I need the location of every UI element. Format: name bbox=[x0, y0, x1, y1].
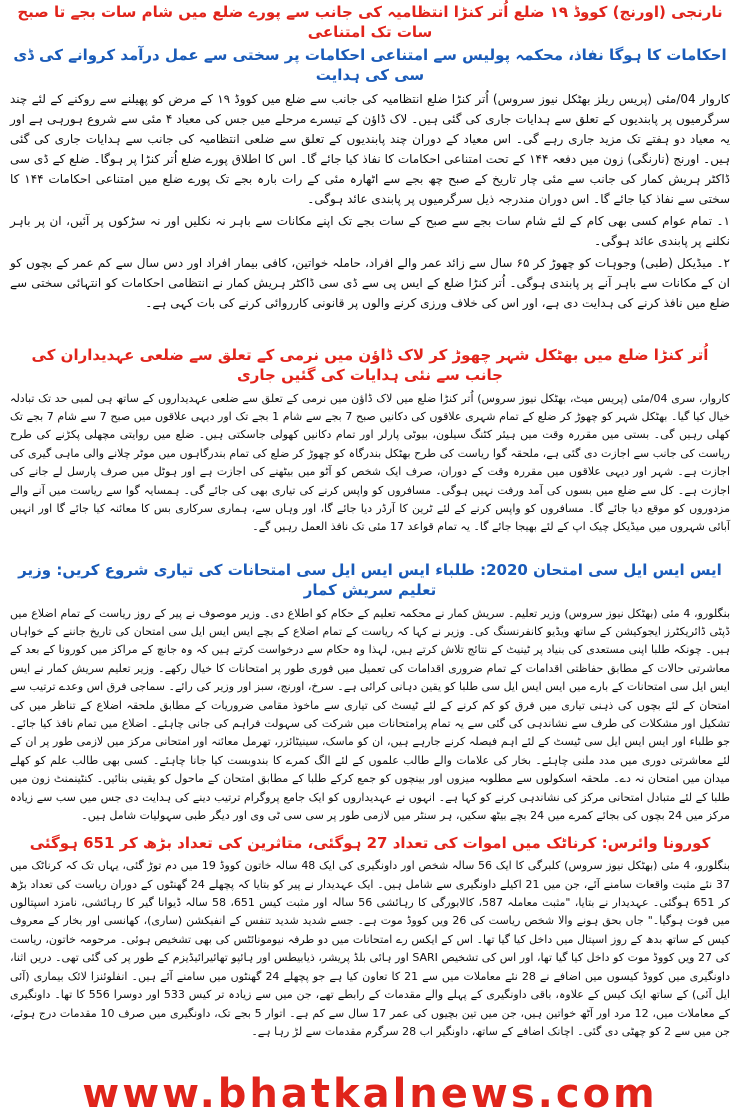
story-4-paragraph-1: بنگلورو، 4 مئی (بھٹکل نیوز سروس) کلبرگی کا ایک 56 سالہ شخص اور داونگیری کی ایک 48 سالہ خاتون کووڈ 19 میں دم توڑ گئی، یہاں تک کہ کرناٹک میں 37 نئے مثبت واقعات سامنے آئے، جن میں 21 اکیلے داونگیری سے شامل ہیں۔ ایک عہدیدار نے پیر کو بتایا کہ پچھلے 24 گھنٹوں کے دوران ریاست کی تعداد بڑھ کر 651 ہوگئی۔ عہدیدار نے بتایا، "مثبت معاملہ 587، کالابورگی کا رہائشی 56 سالہ اور مثبت کیس 651، 58 سالہ ڈیوانا گیر کا رہائشی، نامزد اسپتالوں میں فوت ہوگیا۔" جاں بحق ہونے والا شخص ریاست کی 26 ویں کووڈ موت ہے۔ جسے شدید شدید تنفس کے انفیکشن (ساری)، کھانسی اور بخار کے معروف کیس کے ساتھ بدھ کے روز اسپتال میں داخل کیا گیا تھا۔ اس کے ایکس رے امتحانات میں دو طرفہ نیومونائٹس کی بھی تشخیص ہوئی۔ مرحومہ خاتون، ریاست کی 27 ویں کووڈ موت کو داخل کیا گیا تھا، اور اس کی تشخیص SARI اور ہائی بلڈ پریشر، ذیابیطس اور ہائپو تھائیرائیڈیزم کے طور پر کی گئی تھی۔ دریں اثنا، داونگیری میں کووڈ کیسوں میں اضافے نے 28 نئے معاملات میں سے 21 کا تعاون کیا ہے جو پچھلے 24 گھنٹوں میں سامنے آئے ہیں۔ انفلوئنزا لائک بیماری (آئی ایل آئی) کے ساتھ ایک کیس کے علاوہ، باقی داونگیری کے پہلے والے مقدمات کے رابطے تھے، جن میں سے زیادہ تر کیس 533 اور دوسرا 556 کا تھا۔ داونگیری کے معاملات میں، 12 مرد اور آٹھ خواتین ہیں، جن میں تین بچیوں کی عمر 17 سال سے کم ہے۔ اتوار 5 بجے تک، داونگیری میں صرف 10 مقدمات درج ہوئے، جن میں سے 2 کو چھٹی دی گئی۔ اچانک اضافے کے ساتھ، داونگیر اب 28 سرگرم مقدمات سے لڑ رہا ہے۔ bbox=[10, 859, 731, 1038]
story-1-body bbox=[10, 89, 730, 313]
story-2 bbox=[10, 345, 730, 539]
story-1-paragraph-3: ۲۔ میڈیکل (طبی) وجوہات کو چھوڑ کر ۶۵ سال سے زائد عمر والے افراد، حاملہ خواتین، کافی بیمار افراد اور دس سال سے کم عمر کے بچوں کو ان کے مکانات سے باہر آنے پر پابندی ہوگی۔ اُتر کنڑا ضلع کے ایس پی سے ڈی سی ڈاکٹر ہریش کمار نے انتظامی احکامات کو انتہائی سختی سے ضلع میں نافذ کرنے کی ہدایت دی ہے، اور اس کی خلاف ورزی کرنے والوں پر قانونی کارروائی کرنے کی بات کہی ہے۔ bbox=[10, 256, 730, 310]
story-3-body bbox=[10, 605, 730, 826]
story-4-body bbox=[10, 857, 730, 1041]
story-1-headline-line-1: نارنجی (اورنج) کووڈ ۱۹ ضلع اُتر کنڑا انتظامیہ کی جانب سے پورے ضلع میں شام سات بجے تا صبح سات تک امتناعی bbox=[17, 3, 723, 42]
story-4 bbox=[10, 833, 730, 1043]
story-2-body bbox=[10, 390, 730, 537]
site-url: www.bhatkalnews.com bbox=[82, 1071, 658, 1117]
story-1-paragraph-2: ۱۔ تمام عوام کسی بھی کام کے لئے شام سات بجے سے صبح کے سات بجے تک اپنے مکانات سے باہر نہ نکلیں اور نہ سڑکوں پر آئیں، ان پر باہر نکلنے پر پابندی عائد ہوگی۔ bbox=[10, 214, 730, 248]
story-2-paragraph-1: کاروار، سری 04/مئی (پریس میٹ، بھٹکل نیوز سروس) اُتر کنڑا ضلع میں لاک ڈاؤن میں نرمی کے تعلق سے ضلعی عہدیداروں کے ساتھ ہی لمبی حد تک تبادلہ خیال کیا گیا۔ بھٹکل شہر کو چھوڑ کر ضلع کے تمام شہری علاقوں کی دکانیں صبح 7 بجے سے شام 1 بجے تک اور دیہی علاقوں میں صبح 7 سے شام 7 بجے تک کھلی رہیں گی۔ بستی میں مقررہ وقت میں ہیئر کٹنگ سیلون، بیوٹی پارلر اور تمام دکانیں کھولی جاسکتی ہیں۔ ضلع میں روایتی مچھلی پکڑنے کی طرح ریاست کی جانب سے اجازت دی گئی ہے، ملحقہ گوا ریاست کی طرح بھٹکل بندرگاہ کو چھوڑ کر ضلع کی تمام بندرگاہوں میں موٹر چلانے والی ماہی گیری کی اجازت ہے۔ شہر اور دیہی علاقوں میں مقررہ وقت کے دوران، صرف ایک شخص کو آٹو میں بیٹھنے کی اجازت ہے اور ہوٹل میں صرف پارسل لے جانے کی اجازت ہے۔ کل سے ضلع میں بسوں کی آمد ورفت نہیں ہوگی۔ مسافروں کو واپس کرنے کی تیاری بھی کی جائے گی۔ ہمسایہ گوا سے ریاست میں آنے والے مزدوروں کو موقع دیا جائے گا۔ مسافروں کو واپس کرنے کے لئے ٹرین کا آرڈر دیا جائے گا، اور وہاں سے، ہماری سرکاری بس کا معائنہ کیا جائے گا اور انہیں آبائی شہروں میں میڈیکل چیک اپ کے لئے بھیجا جائے گا۔ یہ تمام قواعد 17 مئی تک نافذ العمل رہیں گے۔ bbox=[10, 391, 731, 534]
story-3-paragraph-1: بنگلورو، 4 مئی (بھٹکل نیوز سروس) وزیر تعلیم۔ سریش کمار نے محکمہ تعلیم کے حکام کو اطلاع دی۔ وزیر موصوف نے پیر کے روز ریاست کے تمام اضلاع میں ڈپٹی ڈائریکٹرز ایجوکیشن کے ساتھ ویڈیو کانفرنسنگ کی۔ وزیر نے کہا کہ ریاست کے تمام اضلاع کے بچے ایس ایس ایل سی امتحان کی تاریخ جاننے کے خواہاں ہیں۔ چونکہ طلبا اپنی مستعدی کی بنیاد پر ٹینیٹ کے نتائج تلاش کرتے ہیں، لہذا وہ حکام سے درخواست کرتے ہیں کہ وہ جانچ کے مراکز میں کورونا کے بعد کے معاشرتی حالات کے مطابق حفاظتی اقدامات کے تمام ضروری اقدامات کی تعمیل میں فوری طور پر امتحانات کا خیال رکھے۔ وزیر تعلیم سریش کمار نے ایس ایس ایل سی امتحانات کے بارے میں ایس ایس ایل سی طلبا کو یقین دہانی کرائی ہے۔ سرخ، اورنج، سبز اور وزیر کی رائے۔ سماجی فرق اس وعدے ترتیب سے امتحان کے لئے بچوں کی ذہنی تیاری میں فرق کو کم کرنے کے لئے ٹیسٹ کی تیاری سے ماخوذ مقامی ضروریات کے مطابق ملحقہ اضلاع کے تناظر میں کی تشکیل اور مشکلات کی طرف سے نشاندہی کی گئی سے یہ تمام پرامتحانات میں شرکت کی سہولت فراہم کی جانی چاہئے۔ اضلاع میں تمام نافذ کیا جائے۔ جو طلباء اور ایس ایس ایل سی ٹیسٹ کے لئے اہم فیصلہ کرنے جارہے ہیں، ان کو ماسک، سینیٹائزر، تھرمل معائنہ اور امتحانی مرکز میں لازمی طور پر ان کے لئے معاشرتی دوری میں مدد ملنی چاہئے۔ بخار کی علامات والے طالب علموں کے لئے الگ کمرے کا بندوبست کیا جانا چاہئے۔ کسی بھی طالب علم کو کھلے میدان میں امتحان نہ دے۔ ملحقہ اسکولوں سے مطلوبہ میزوں اور بینچوں کو جمع کرکے طلبا کے مطابق امتحان کے ماحول کو یقینی بنائیں۔ کنٹینمنٹ زون میں طلبا کے لئے متبادل امتحانی مرکز کی نشاندہی کرنے کو کہا ہے۔ انہوں نے عہدیداروں کو ایک جامع پروگرام ترتیب دینے کی ہدایت دی جس میں سب سے زیادہ مرکز میں 24 بچوں کی بجائے کمرے میں 24 بچے بیٹھ سکیں، ہر سنٹر میں لازمی طور پر سی سی ٹی وی اور دیگر طبی سہولیات شامل ہیں۔ bbox=[10, 606, 731, 822]
story-3-headline: ایس ایس ایل سی امتحان 2020: طلباء ایس ایس ایل سی امتحانات کی تیاری شروع کریں: وزیر تعلیم سریش کمار bbox=[18, 561, 722, 600]
site-watermark bbox=[0, 1070, 740, 1118]
story-4-headline: کورونا وائرس: کرناٹک میں اموات کی تعداد 27 ہوگئی، متاثرین کی تعداد بڑھ کر 651 ہوگئی bbox=[29, 834, 711, 852]
story-1 bbox=[10, 2, 730, 315]
story-1-paragraph-1: کاروار 04/مئی (پریس ریلز بھٹکل نیوز سروس) اُتر کنڑا ضلع انتظامیہ کی جانب سے ضلع میں کووڈ ۱۹ کے مرض کو پھیلنے سے روکنے کے لئے چند سرگرمیوں پر پابندیوں کے تعلق سے ہدایات جاری کی گئی ہیں۔ لاک ڈاؤن کے تیسرے مرحلے میں جس کی معیاد ۴ مئی سے شروع ہورہی ہے اور یہ معیاد دو ہفتے تک مزید جاری رہے گی۔ اس معیاد کے دوران چند پابندیوں کے تعلق سے ضلعی انتظامیہ کی جانب سے ہدایات جاری کی گئی ہیں۔ اورنج (نارنگی) زون میں دفعہ ۱۴۴ کے تحت امتناعی احکامات کا نفاذ کیا جائے گا۔ اس کا اطلاق پورے ضلع اُتر کنڑا پر ہوگا۔ ضلع کے ڈی سی ڈاکٹر ہریش کمار کی جانب سے مئی چار تاریخ کے صبح چھ بجے سے اٹھارہ مئی کے رات بارہ بجے تک پورے ضلع میں امتناعی احکامات ۱۴۴ کا سختی سے نفاذ کیا جائے گا۔ اس دوران مندرجہ ذیل سرگرمیوں پر پابندی عائد ہوگی۔ bbox=[10, 92, 731, 206]
story-2-headline: اُتر کنڑا ضلع میں بھٹکل شہر چھوڑ کر لاک ڈاؤن میں نرمی کے تعلق سے ضلعی عہدیداران کی جانب سے نئی ہدایات کی گئیں جاری bbox=[31, 346, 709, 385]
story-3 bbox=[10, 560, 730, 827]
story-1-headline-line-2: احکامات کا ہوگا نفاذ، محکمہ پولیس سے امتناعی احکامات پر سختی سے عمل درآمد کروانے کی ڈی سی کی ہدایت bbox=[13, 45, 727, 84]
